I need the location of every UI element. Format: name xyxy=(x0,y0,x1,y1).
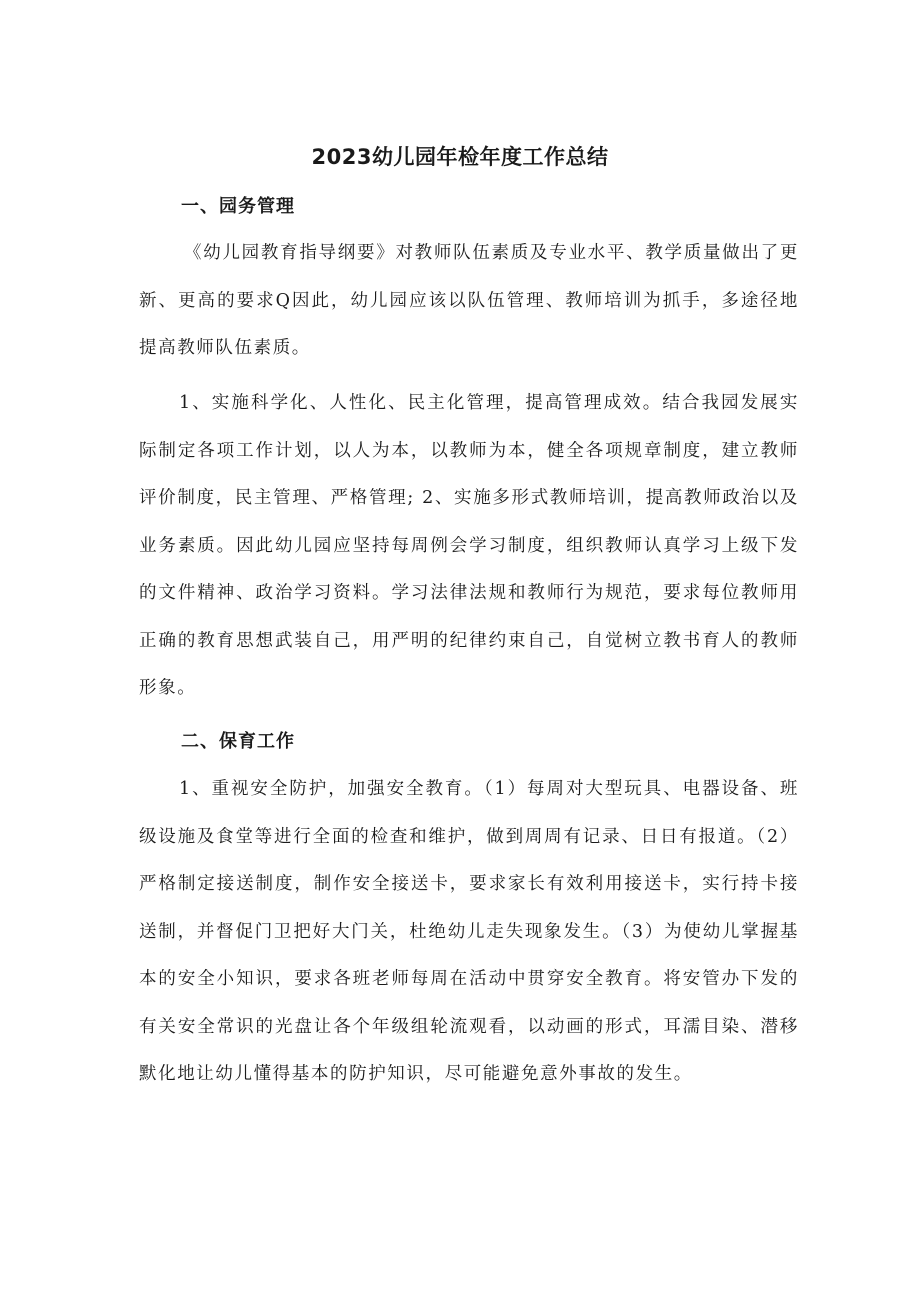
paragraph-outline-intro: 《幼儿园教育指导纲要》对教师队伍素质及专业水平、教学质量做出了更新、更高的要求Q因此，幼儿园应该以队伍管理、教师培训为抓手，多途径地提高教师队伍素质。 xyxy=(139,243,799,358)
section-heading-care: 二、保育工作 xyxy=(181,731,295,752)
paragraph-management-measures: 1、实施科学化、人性化、民主化管理，提高管理成效。结合我园发展实际制定各项工作计划，以人为本，以教师为本，健全各项规章制度，建立教师评价制度，民主管理、严格管理; 2、实施多形式教师培训，提高教师政治以及业务素质。因此幼儿园应坚持每周例会学习制度，组织教师认真学习上级下发的文件精神、政治学习资料。学习法律法规和教师行为规范，要求每位教师用正确的教育思想武装自己，用严明的纪律约束自己，自觉树立教书育人的教师形象。 xyxy=(139,393,799,698)
paragraph-safety-education: 1、重视安全防护，加强安全教育。（1）每周对大型玩具、电器设备、班级设施及食堂等进行全面的检查和维护，做到周周有记录、日日有报道。（2）严格制定接送制度，制作安全接送卡，要求家长有效利用接送卡，实行持卡接送制，并督促门卫把好大门关，杜绝幼儿走失现象发生。（3）为使幼儿掌握基本的安全小知识，要求各班老师每周在活动中贯穿安全教育。将安管办下发的有关安全常识的光盘让各个年级组轮流观看，以动画的形式，耳濡目染、潜移默化地让幼儿懂得基本的防护知识，尽可能避免意外事故的发生。 xyxy=(139,779,799,1084)
section-heading-management: 一、园务管理 xyxy=(181,196,295,217)
document-title: 2023幼儿园年检年度工作总结 xyxy=(311,145,609,169)
